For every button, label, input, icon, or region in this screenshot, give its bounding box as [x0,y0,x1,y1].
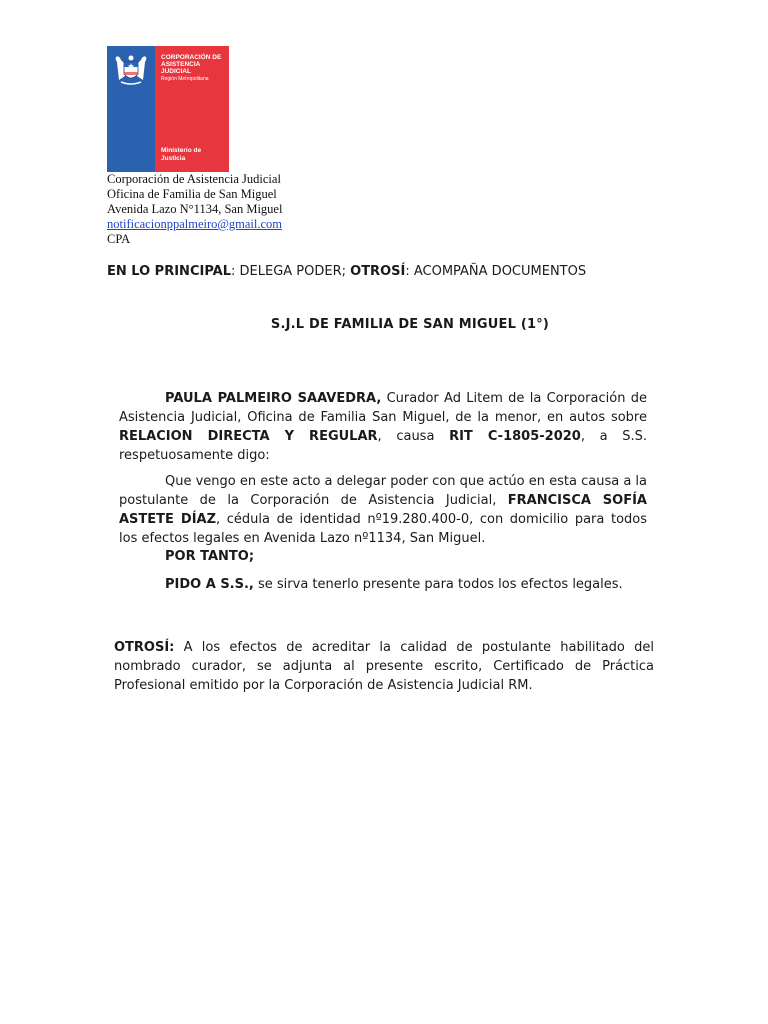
sumilla [107,264,586,279]
letterhead-address: Avenida Lazo N°1134, San Miguel [107,202,283,216]
petition [165,577,623,592]
delegate-name: FRANCISCA SOFÍA ASTETE DÍAZ [119,493,647,527]
logo-org-line: JUDICIAL [161,68,191,75]
sumilla-label-otrosi: OTROSÍ [350,264,406,279]
petition-label: PIDO A S.S., [165,577,254,592]
para-text: , cédula de identidad nº19.280.400-0, con domicilio para todos los efectos legales en Avenida Lazo nº1134, San Miguel. [119,512,647,546]
coat-of-arms-icon [111,52,151,88]
petition-text: se sirva tenerlo presente para todos los efectos legales. [253,577,623,592]
otrosi-paragraph [114,638,654,695]
logo-ministry-line: Justicia [161,155,186,162]
logo-org-name [161,54,221,83]
delegation-paragraph [119,472,647,548]
institution-logo [107,46,229,172]
attorney-name: PAULA PALMEIRO SAAVEDRA, [165,391,382,406]
letterhead-org: Corporación de Asistencia Judicial [107,172,281,186]
logo-org-region: Región Metropolitana [161,76,209,82]
sumilla-text-principal: : DELEGA PODER; [231,264,351,279]
para-text: , causa [377,429,450,444]
letterhead [107,172,282,247]
logo-ministry-line: Ministerio de [161,147,202,154]
sumilla-text-otrosi: : ACOMPAÑA DOCUMENTOS [405,264,587,279]
logo-blue-band [107,46,155,172]
otrosi-label: OTROSÍ: [114,640,175,655]
court-heading: S.J.L DE FAMILIA DE SAN MIGUEL (1°) [270,317,550,332]
logo-red-band [155,46,229,172]
sumilla-label-principal: EN LO PRINCIPAL [107,264,231,279]
intro-paragraph [119,389,647,465]
case-matter: RELACION DIRECTA Y REGULAR [119,429,378,444]
por-tanto: POR TANTO; [165,549,255,564]
case-rit: RIT C-1805-2020 [449,429,581,444]
para-text: Curador Ad Litem de la Corporación de Asistencia Judicial, Oficina de Familia San Miguel, de la menor, en autos sobre [119,391,647,425]
para-text: , a S.S. respetuosamente digo: [119,429,647,463]
logo-org-line: CORPORACIÓN DE [161,54,222,61]
letterhead-cpa: CPA [107,232,131,246]
logo-ministry [161,147,201,163]
otrosi-text: A los efectos de acreditar la calidad de postulante habilitado del nombrado curador, se adjunta al presente escrito, Certificado de Práctica Profesional emitido por la Corporación de Asistencia Judicial RM. [114,640,654,693]
logo-org-line: ASISTENCIA [161,61,201,68]
email-link[interactable]: notificacionppalmeiro@gmail.com [107,217,282,231]
letterhead-office: Oficina de Familia de San Miguel [107,187,277,201]
para-text: Que vengo en este acto a delegar poder con que actúo en esta causa a la postulante de la Corporación de Asistencia Judicial, [119,474,647,508]
